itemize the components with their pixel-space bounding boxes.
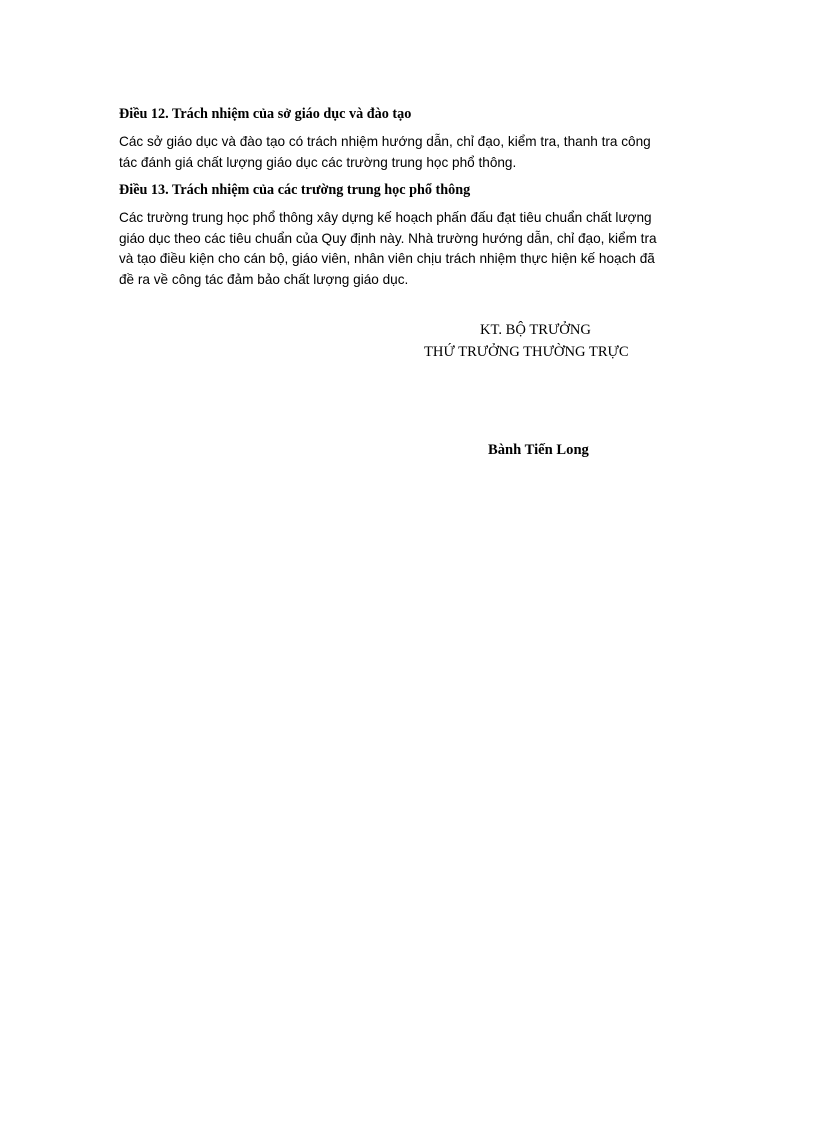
article-13-line-1: Các trường trung học phổ thông xây dựng kế hoạch phấn đấu đạt tiêu chuẩn chất lượng	[119, 210, 652, 225]
article-13-line-4: đề ra về công tác đảm bảo chất lượng giáo dục.	[119, 271, 409, 287]
article-12-heading: Điều 12. Trách nhiệm của sở giáo dục và đào tạo	[119, 106, 412, 122]
article-12-line-1: Các sở giáo dục và đào tạo có trách nhiệm hướng dẫn, chỉ đạo, kiểm tra, thanh tra công	[119, 134, 651, 149]
signature-title-line-1: KT. BỘ TRƯỞNG	[480, 322, 591, 338]
article-13-heading: Điều 13. Trách nhiệm của các trường trung học phổ thông	[119, 182, 471, 198]
article-13-body	[119, 208, 694, 290]
signatory-name: Bành Tiến Long	[488, 442, 589, 458]
article-12-line-2: tác đánh giá chất lượng giáo dục các trường trung học phổ thông.	[119, 154, 517, 170]
signature-title-line-2: THỨ TRƯỞNG THƯỜNG TRỰC	[424, 344, 629, 360]
article-13-line-2: giáo dục theo các tiêu chuẩn của Quy định này. Nhà trường hướng dẫn, chỉ đạo, kiểm tra	[119, 230, 657, 246]
article-12-body	[119, 132, 694, 173]
article-13-line-3: và tạo điều kiện cho cán bộ, giáo viên, nhân viên chịu trách nhiệm thực hiện kế hoạch đã	[119, 251, 655, 266]
